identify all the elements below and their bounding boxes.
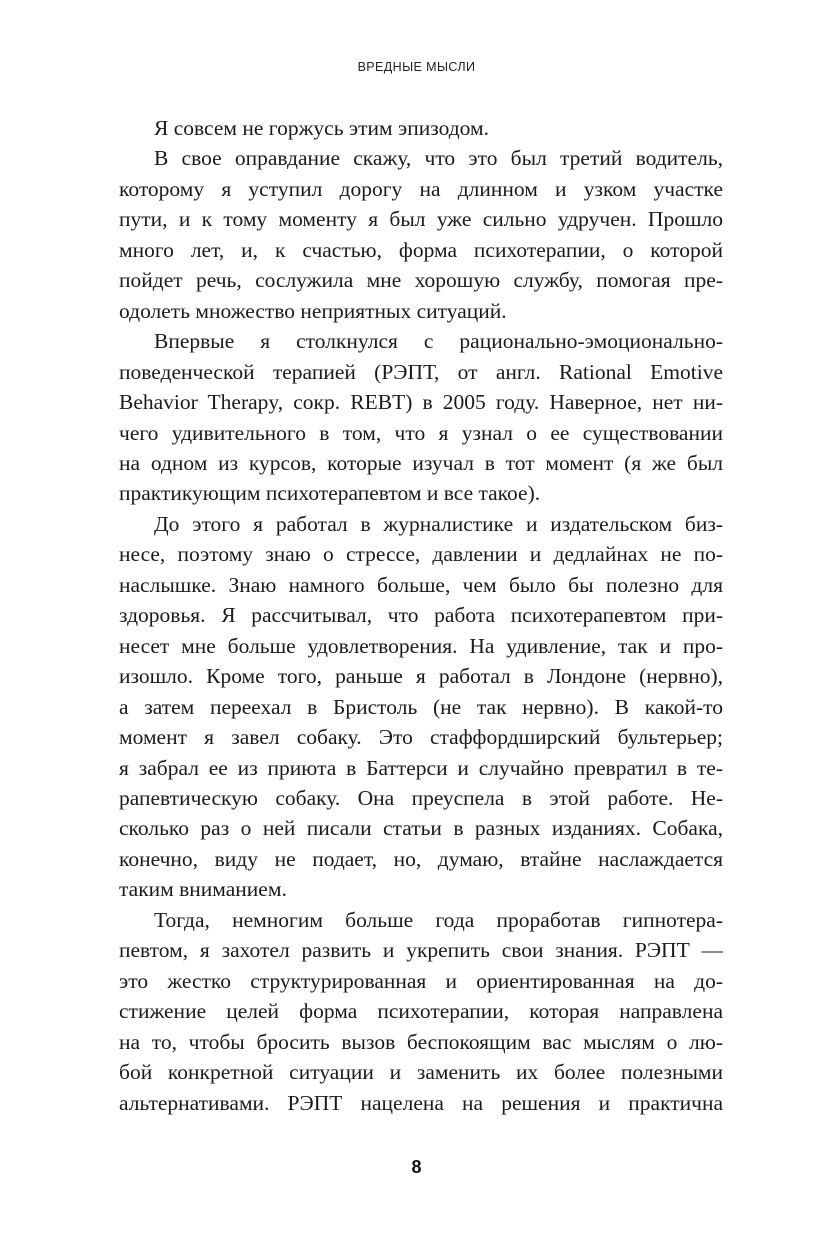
text-line: много лет, и, к счастью, форма психотерапии, о которой [119,237,723,262]
text-line: Behavior Therapy, сокр. REBT) в 2005 году. Наверное, нет ни- [119,390,723,415]
text-line: пойдет речь, сослужила мне хорошую службу, помогая пре- [119,268,723,293]
text-line: В свое оправдание скажу, что это был третий водитель, [154,146,723,171]
text-line: это жестко структурированная и ориентированная на до- [119,968,723,993]
text-line: рапевтическую собаку. Она преуспела в этой работе. Не- [119,785,723,810]
text-line: наслышке. Знаю намного больше, чем было бы полезно для [119,572,723,597]
text-line: несет мне больше удовлетворения. На удивление, так и про- [119,633,723,658]
page-number: 8 [411,1157,422,1177]
text-line: сколько раз о ней писали статьи в разных изданиях. Собака, [119,816,723,841]
text-line: которому я уступил дорогу на длинном и узком участке [119,176,723,201]
text-line: я забрал ее из приюта в Баттерси и случайно превратил в те- [119,755,723,780]
text-line: Я совсем не горжусь этим эпизодом. [154,116,490,140]
text-line: изошло. Кроме того, раньше я работал в Лондоне (нервно), [119,664,723,689]
text-line: на то, чтобы бросить вызов беспокоящим вас мыслям о лю- [119,1029,723,1054]
text-line: чего удивительного в том, что я узнал о ее существовании [119,420,723,445]
body-text [119,113,723,1118]
text-line: поведенческой терапией (РЭПТ, от англ. Rational Emotive [119,359,723,384]
text-line: несе, поэтому знаю о стрессе, давлении и дедлайнах не по- [119,542,723,567]
text-line: Впервые я столкнулся с рационально-эмоционально- [154,329,723,354]
paragraph [119,326,723,509]
paragraph [119,905,723,1118]
text-line: певтом, я захотел развить и укрепить свои знания. РЭПТ — [119,938,723,963]
text-line: практикующим психотерапевтом и все такое). [119,481,541,506]
text-line: таким вниманием. [119,877,287,902]
text-line: стижение целей форма психотерапии, которая направлена [119,999,723,1024]
text-line: До этого я работал в журналистике и издательском биз- [154,511,723,536]
text-line: альтернативами. РЭПТ нацелена на решения и практична [119,1090,723,1115]
text-line: а затем переехал в Бристоль (не так нервно). В какой-то [119,694,723,719]
paragraph [119,143,723,326]
text-line: конечно, виду не подает, но, думаю, втайне наслаждается [119,846,723,871]
text-line: бой конкретной ситуации и заменить их более полезными [119,1060,723,1085]
text-line: момент я завел собаку. Это стаффордширский бультерьер; [119,725,723,750]
text-line: на одном из курсов, которые изучал в тот момент (я же был [119,450,723,475]
paragraph [119,509,723,905]
text-line: здоровья. Я рассчитывал, что работа психотерапевтом при- [119,603,723,628]
text-line: одолеть множество неприятных ситуаций. [119,298,507,323]
paragraph [119,113,723,143]
text-line: пути, и к тому моменту я был уже сильно удручен. Прошло [119,207,723,232]
text-line: Тогда, немногим больше года проработав гипнотера- [154,907,723,932]
running-header: ВРЕДНЫЕ МЫСЛИ [357,60,476,74]
